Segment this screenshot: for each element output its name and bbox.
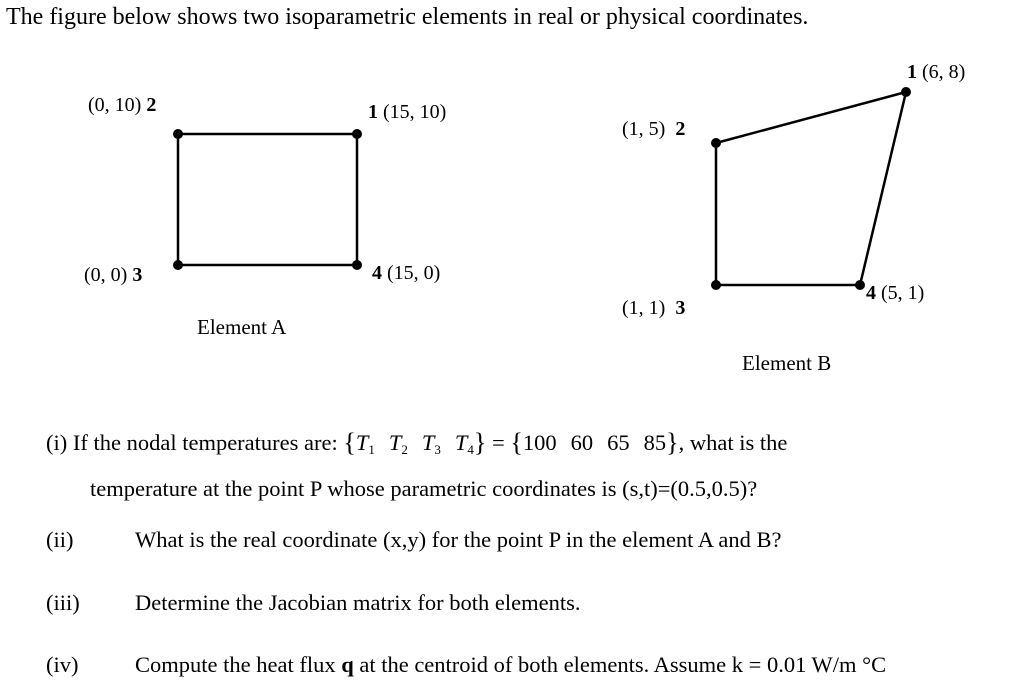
element-b-quad <box>716 92 906 285</box>
element-b-node-3-label: (1, 1) 3 <box>622 297 686 319</box>
question-2-number: (ii) <box>46 527 74 552</box>
element-b-node-2-marker <box>711 138 721 148</box>
question-3-text: Determine the Jacobian matrix for both elements. <box>135 590 581 615</box>
element-a-node-1-label: 1 (15, 10) <box>368 101 447 123</box>
element-a-node-2-marker <box>173 129 183 139</box>
element-b-caption: Element B <box>742 351 832 375</box>
question-3-number: (iii) <box>46 590 80 615</box>
question-2-text: What is the real coordinate (x,y) for the point P in the element A and B? <box>135 527 782 552</box>
question-1: (i) If the nodal temperatures are: {$T_1$ $T_2$ $T_3$ $T_4\} = \{100$ 60 65 85}, what is the <box>46 428 788 457</box>
element-a-node-4-marker <box>352 260 362 270</box>
element-a-node-4-label: 4 (15, 0) <box>372 262 441 284</box>
question-1-continuation: temperature at the point P whose parametric coordinates is (s,t)=(0.5,0.5)? <box>90 476 758 501</box>
element-a-node-3-marker <box>173 260 183 270</box>
element-b-node-1-marker <box>901 87 911 97</box>
element-a-quad <box>178 134 357 265</box>
element-b-node-4-marker <box>855 280 865 290</box>
question-4-text: Compute the heat flux q at the centroid of both elements. Assume k = 0.01 W/m °C <box>135 652 887 677</box>
element-a-node-1-marker <box>352 129 362 139</box>
problem-intro: The figure below shows two isoparametric elements in real or physical coordinates. <box>6 4 809 30</box>
question-4-number: (iv) <box>46 652 79 677</box>
element-a-outline <box>178 134 357 265</box>
question-1-text: If the nodal temperatures are: <box>72 430 344 455</box>
temperature-vector: {$T_1$ $T_2$ $T_3$ $T_4\} = \{100$ 60 65 85} <box>343 428 679 457</box>
element-b-node-1-label: 1 (6, 8) <box>907 61 966 83</box>
element-a-node-3-label: (0, 0) 3 <box>84 264 143 286</box>
question-1-number: (i) <box>46 430 68 455</box>
element-a-caption: Element A <box>197 315 287 339</box>
element-b-outline <box>716 92 906 285</box>
element-b-node-3-marker <box>711 280 721 290</box>
element-b-node-4-label: 4 (5, 1) <box>866 282 925 304</box>
element-a-node-2-label: (0, 10) 2 <box>88 94 157 116</box>
element-b-node-2-label: (1, 5) 2 <box>622 118 686 140</box>
